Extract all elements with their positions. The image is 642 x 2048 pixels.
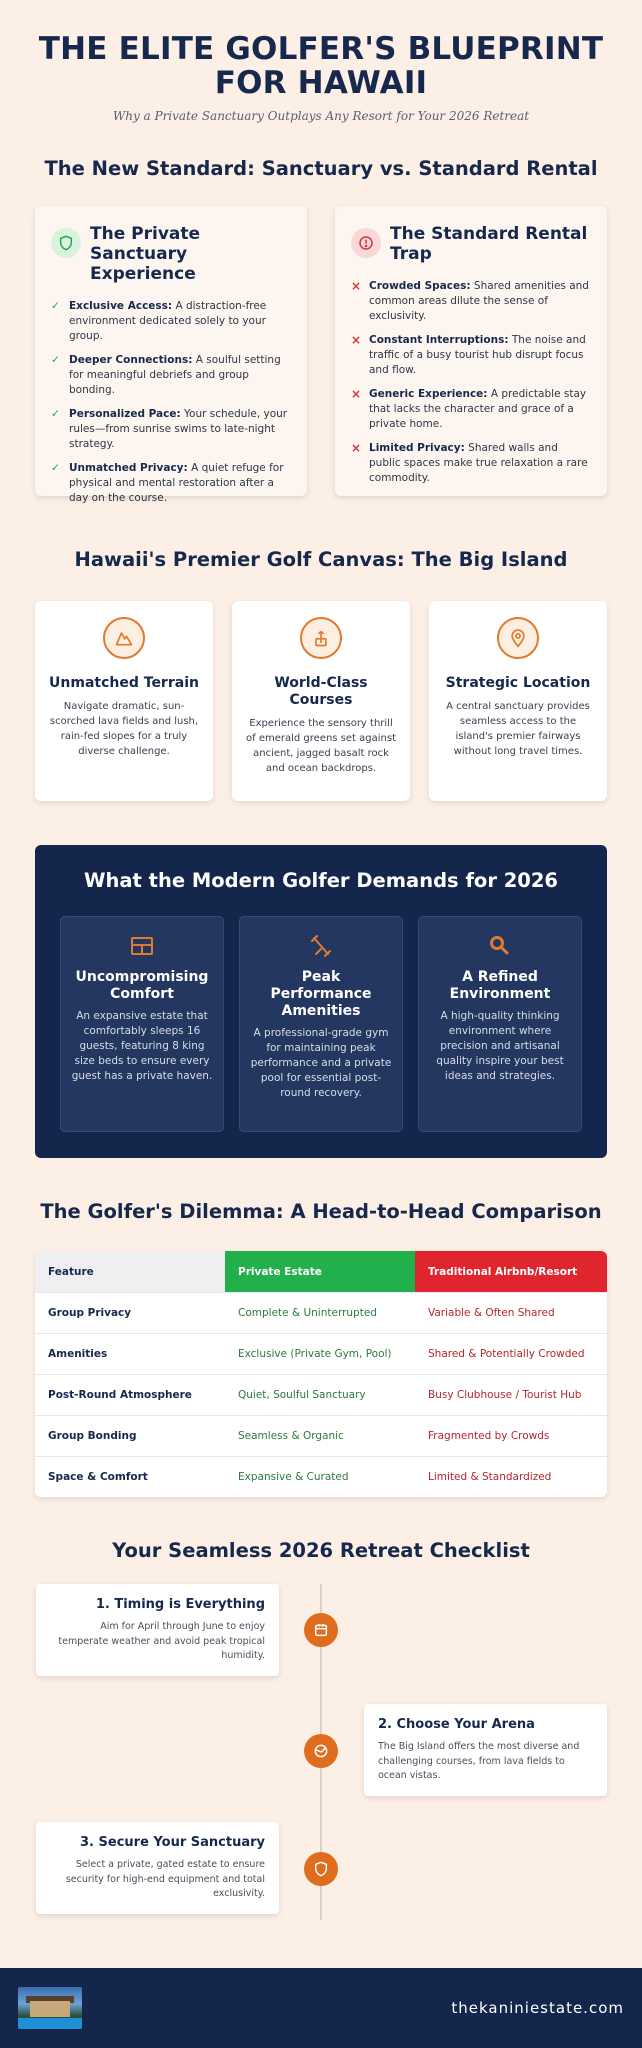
step-text: Aim for April through June to enjoy temperate weather and avoid peak tropical humidity. xyxy=(58,1621,265,1661)
list-item: × Limited Privacy: Shared walls and public spaces make true relaxation a rare commodity. xyxy=(351,441,588,484)
search-icon xyxy=(429,935,571,959)
table-cell: Complete & Uninterrupted xyxy=(238,1307,377,1319)
table-cell: Shared & Potentially Crowded xyxy=(428,1348,585,1360)
bed-icon xyxy=(71,935,213,959)
list-item: ✓ Exclusive Access: A distraction-free environment dedicated solely to your group. xyxy=(51,300,267,342)
checklist-timeline xyxy=(0,1584,642,1920)
comparison-section-title: The Golfer's Dilemma: A Head-to-Head Comparison xyxy=(40,1200,602,1223)
feature-card xyxy=(35,601,213,801)
list-item: ✓ Unmatched Privacy: A quiet refuge for physical and mental restoration after a day on the course. xyxy=(51,462,284,504)
x-icon: × xyxy=(351,333,362,347)
table-header-cell: Traditional Airbnb/Resort xyxy=(415,1251,607,1292)
checklist-step xyxy=(36,1584,279,1676)
comparison-cards xyxy=(0,206,642,504)
feature-title: Strategic Location xyxy=(445,675,591,691)
table-cell: Expansive & Curated xyxy=(238,1471,349,1483)
demand-card xyxy=(418,916,582,1132)
table-cell: Limited & Standardized xyxy=(428,1471,552,1483)
globe-icon xyxy=(304,1734,338,1768)
table-row xyxy=(35,1415,607,1456)
step-text: Select a private, gated estate to ensure security for high-end equipment and total exclusivity. xyxy=(65,1859,265,1899)
feature-card xyxy=(232,601,410,801)
feature-text: A central sanctuary provides seamless access to the island's premier fairways without long travel times. xyxy=(446,701,590,757)
checklist-step xyxy=(364,1704,607,1796)
table-cell: Seamless & Organic xyxy=(238,1430,344,1442)
table-cell: Quiet, Soulful Sanctuary xyxy=(238,1389,366,1401)
feature-card xyxy=(429,601,607,801)
demands-panel xyxy=(35,845,607,1158)
checklist-step xyxy=(36,1822,279,1914)
table-cell: Group Bonding xyxy=(48,1430,137,1442)
canvas-cards xyxy=(0,601,642,801)
standard-section-title: The New Standard: Sanctuary vs. Standard Rental xyxy=(44,157,598,180)
canvas-section-title: Hawaii's Premier Golf Canvas: The Big Island xyxy=(74,548,568,571)
shield-icon xyxy=(304,1852,338,1886)
list-item: × Constant Interruptions: The noise and traffic of a busy tourist hub disrupt focus and flow. xyxy=(351,333,586,376)
step-text: The Big Island offers the most diverse and challenging courses, from lava fields to ocean vistas. xyxy=(378,1741,580,1781)
table-header-row xyxy=(35,1251,607,1292)
footer-site-link[interactable]: thekaniniestate.com xyxy=(451,1999,624,2017)
demand-title: Uncompromising Comfort xyxy=(75,969,209,1002)
feature-text: Experience the sensory thrill of emerald greens set against ancient, jagged basalt rock and ocean backdrops. xyxy=(246,718,396,774)
demand-card xyxy=(60,916,224,1132)
list-item: × Crowded Spaces: Shared amenities and common areas dilute the sense of exclusivity. xyxy=(351,279,589,322)
feature-title: World-Class Courses xyxy=(274,675,368,708)
x-icon: × xyxy=(351,279,362,293)
dumbbell-icon xyxy=(250,935,392,959)
table-row xyxy=(35,1333,607,1374)
demand-title: A Refined Environment xyxy=(449,969,551,1002)
calendar-icon xyxy=(304,1613,338,1647)
list-item: × Generic Experience: A predictable stay that lacks the character and grace of a private home. xyxy=(351,387,587,430)
table-cell: Variable & Often Shared xyxy=(428,1307,555,1319)
check-icon: ✓ xyxy=(51,354,60,366)
step-title: 3. Secure Your Sanctuary xyxy=(80,1835,265,1850)
step-title: 2. Choose Your Arena xyxy=(378,1717,535,1732)
footer-bar xyxy=(0,1968,642,2048)
table-cell: Fragmented by Crowds xyxy=(428,1430,550,1442)
hero-header xyxy=(0,0,642,123)
table-cell: Amenities xyxy=(48,1348,108,1360)
estate-photo-thumbnail xyxy=(18,1987,82,2029)
checklist-section-title: Your Seamless 2026 Retreat Checklist xyxy=(112,1539,530,1562)
shield-icon xyxy=(51,228,81,258)
table-cell: Busy Clubhouse / Tourist Hub xyxy=(428,1389,582,1401)
check-icon: ✓ xyxy=(51,408,60,420)
mountain-icon xyxy=(103,617,145,659)
check-icon: ✓ xyxy=(51,300,60,312)
feature-text: Navigate dramatic, sun-scorched lava fields and lush, rain-fed slopes for a truly diverse challenge. xyxy=(49,701,199,757)
table-row xyxy=(35,1292,607,1333)
table-cell: Group Privacy xyxy=(48,1307,132,1319)
demand-text: A high-quality thinking environment where precision and artisanal quality inspire your best ideas and strategies. xyxy=(436,1010,564,1082)
table-row xyxy=(35,1374,607,1415)
step-title: 1. Timing is Everything xyxy=(95,1597,265,1612)
demand-text: An expansive estate that comfortably sleeps 16 guests, featuring 8 king size beds to ensure every guest has a private haven. xyxy=(71,1010,213,1082)
list-item: ✓ Personalized Pace: Your schedule, your rules—from sunrise swims to late-night strategy. xyxy=(51,408,288,450)
demand-text: A professional-grade gym for maintaining peak performance and a private pool for essential post-round recovery. xyxy=(250,1027,392,1099)
feature-title: Unmatched Terrain xyxy=(49,675,199,691)
rental-card-title: The Standard Rental Trap xyxy=(390,224,588,264)
demands-section-title: What the Modern Golfer Demands for 2026 xyxy=(83,869,559,892)
comparison-table xyxy=(35,1251,607,1497)
table-header-cell: Feature xyxy=(35,1251,225,1292)
private-card-title: The Private Sanctuary Experience xyxy=(90,224,201,284)
table-cell: Space & Comfort xyxy=(48,1471,148,1483)
map-pin-icon xyxy=(497,617,539,659)
table-cell: Exclusive (Private Gym, Pool) xyxy=(238,1348,392,1360)
list-item: ✓ Deeper Connections: A soulful setting for meaningful debriefs and group bonding. xyxy=(51,354,281,396)
demand-card xyxy=(239,916,403,1132)
golf-flag-icon xyxy=(300,617,342,659)
x-icon: × xyxy=(351,441,362,455)
table-cell: Post-Round Atmosphere xyxy=(48,1389,192,1401)
standard-rental-card xyxy=(335,206,607,496)
alert-icon xyxy=(351,228,381,258)
page-subtitle: Why a Private Sanctuary Outplays Any Resort for Your 2026 Retreat xyxy=(112,109,530,123)
table-header-cell: Private Estate xyxy=(225,1251,415,1292)
table-row xyxy=(35,1456,607,1497)
check-icon: ✓ xyxy=(51,462,60,474)
page-title: THE ELITE GOLFER'S BLUEPRINT FOR HAWAII xyxy=(38,31,604,101)
private-sanctuary-card xyxy=(35,206,307,504)
x-icon: × xyxy=(351,387,362,401)
demand-title: Peak Performance Amenities xyxy=(270,969,372,1019)
